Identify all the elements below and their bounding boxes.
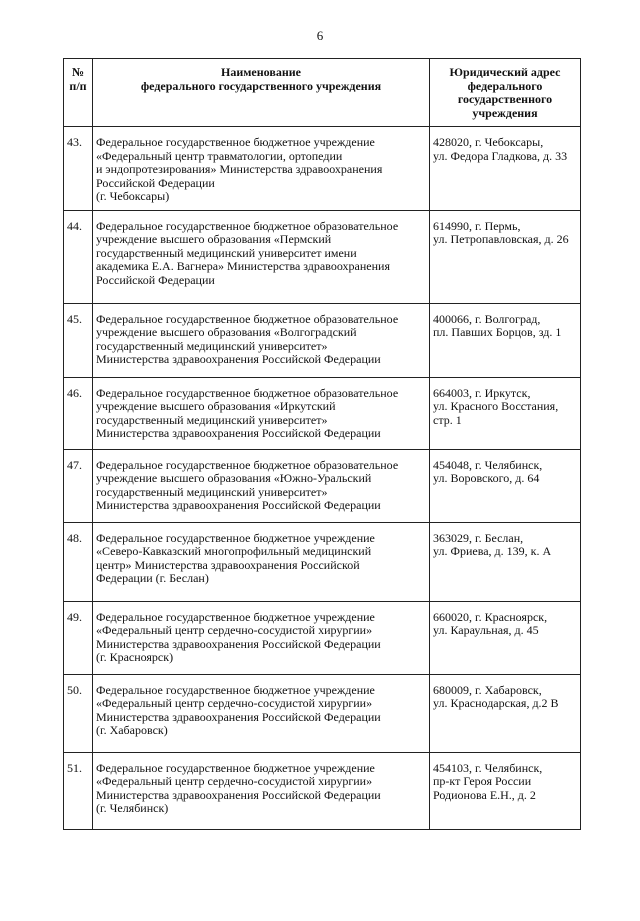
legal-address: 400066, г. Волгоград, пл. Павших Борцов, зд. 1: [430, 303, 581, 377]
row-number: 50.: [64, 674, 93, 752]
legal-address: 454103, г. Челябинск, пр-кт Героя России Родионова Е.Н., д. 2: [430, 752, 581, 829]
row-number: 44.: [64, 210, 93, 303]
row-number: 47.: [64, 449, 93, 522]
legal-address: 363029, г. Беслан, ул. Фриева, д. 139, к. А: [430, 522, 581, 601]
table-row: [64, 601, 581, 674]
institution-name: Федеральное государственное бюджетное образовательное учреждение высшего образования «Пермский государственный медицинский университет имени академика Е.А. Вагнера» Министерства здравоохранения Российской Федерации: [93, 210, 430, 303]
row-number: 43.: [64, 127, 93, 211]
row-number: 48.: [64, 522, 93, 601]
legal-address: 664003, г. Иркутск, ул. Красного Восстания, стр. 1: [430, 377, 581, 449]
legal-address: 680009, г. Хабаровск, ул. Краснодарская, д.2 В: [430, 674, 581, 752]
legal-address: 660020, г. Красноярск, ул. Караульная, д. 45: [430, 601, 581, 674]
page-number: 6: [316, 28, 324, 43]
table-row: [64, 210, 581, 303]
legal-address: 614990, г. Пермь, ул. Петропавловская, д. 26: [430, 210, 581, 303]
institution-name: Федеральное государственное бюджетное учреждение «Федеральный центр травматологии, ортопедии и эндопротезирования» Министерства здравоохранения Российской Федерации (г. Чебоксары): [93, 127, 430, 211]
table-row: [64, 127, 581, 211]
institutions-table: [63, 58, 581, 830]
table-row: [64, 449, 581, 522]
header-number: № п/п: [64, 59, 93, 127]
institution-name: Федеральное государственное бюджетное образовательное учреждение высшего образования «Иркутский государственный медицинский университет» Министерства здравоохранения Российской Федерации: [93, 377, 430, 449]
institution-name: Федеральное государственное бюджетное образовательное учреждение высшего образования «Южно-Уральский государственный медицинский университет» Министерства здравоохранения Российской Федерации: [93, 449, 430, 522]
institution-name: Федеральное государственное бюджетное учреждение «Северо-Кавказский многопрофильный медицинский центр» Министерства здравоохранения Российской Федерации (г. Беслан): [93, 522, 430, 601]
row-number: 51.: [64, 752, 93, 829]
row-number: 49.: [64, 601, 93, 674]
table-row: [64, 377, 581, 449]
institution-name: Федеральное государственное бюджетное образовательное учреждение высшего образования «Волгоградский государственный медицинский университет» Министерства здравоохранения Российской Федерации: [93, 303, 430, 377]
header-address: Юридический адрес федерального государственного учреждения: [430, 59, 581, 127]
institution-name: Федеральное государственное бюджетное учреждение «Федеральный центр сердечно-сосудистой хирургии» Министерства здравоохранения Российской Федерации (г. Челябинск): [93, 752, 430, 829]
table-row: [64, 752, 581, 829]
table-row: [64, 303, 581, 377]
legal-address: 454048, г. Челябинск, ул. Воровского, д. 64: [430, 449, 581, 522]
table-row: [64, 522, 581, 601]
legal-address: 428020, г. Чебоксары, ул. Федора Гладкова, д. 33: [430, 127, 581, 211]
institution-name: Федеральное государственное бюджетное учреждение «Федеральный центр сердечно-сосудистой хирургии» Министерства здравоохранения Российской Федерации (г. Хабаровск): [93, 674, 430, 752]
header-name: Наименование федерального государственного учреждения: [93, 59, 430, 127]
row-number: 46.: [64, 377, 93, 449]
table-header-row: [64, 59, 581, 127]
row-number: 45.: [64, 303, 93, 377]
institution-name: Федеральное государственное бюджетное учреждение «Федеральный центр сердечно-сосудистой хирургии» Министерства здравоохранения Российской Федерации (г. Красноярск): [93, 601, 430, 674]
table-row: [64, 674, 581, 752]
